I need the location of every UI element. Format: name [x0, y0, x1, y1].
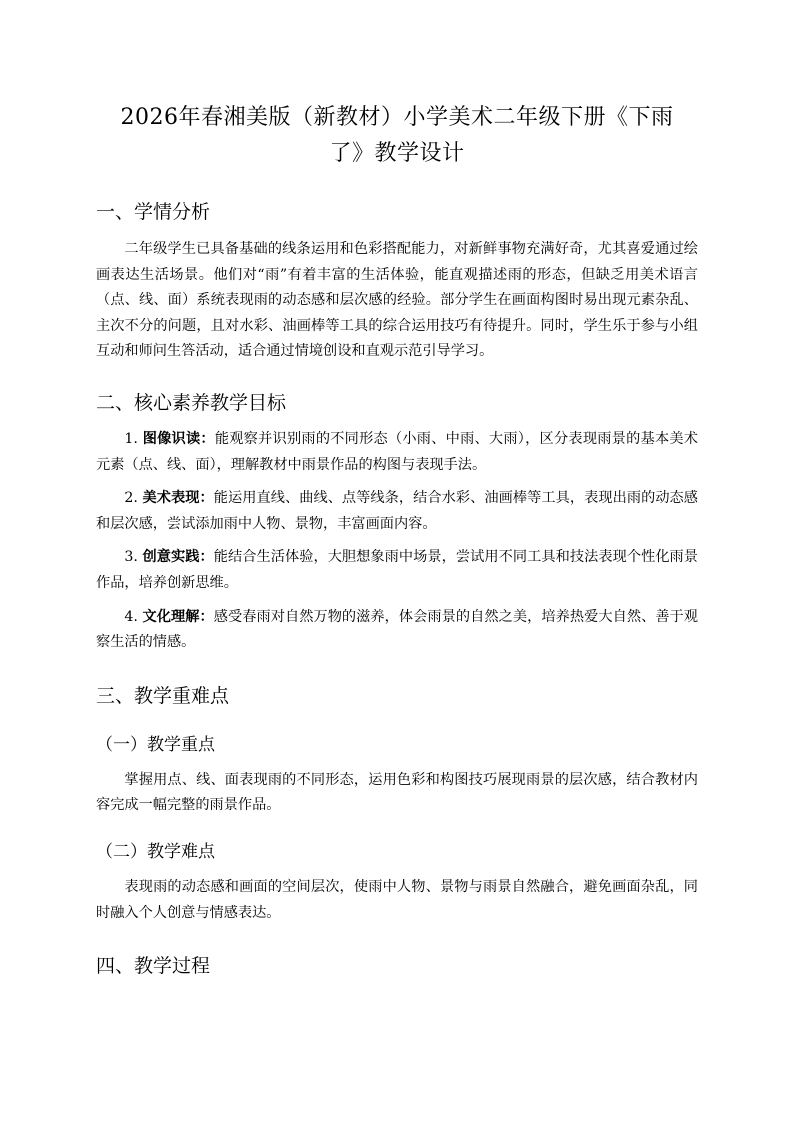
document-content: [96, 100, 698, 980]
objective-number: 2.: [124, 490, 143, 507]
objective-lead: 图像识读：: [142, 430, 215, 447]
section-heading-objectives: 二、核心素养教学目标: [96, 391, 287, 414]
objective-item-1: [96, 427, 698, 478]
title-line-1: 2026年春湘美版（新教材）小学美术二年级下册《下雨: [120, 105, 674, 130]
objective-number: 1.: [124, 430, 143, 447]
section-heading-key-points: 三、教学重难点: [96, 684, 230, 707]
objective-item-4: [96, 605, 698, 656]
objective-lead: 美术表现：: [142, 490, 214, 507]
subsection-heading-focus: （一）教学重点: [96, 734, 215, 755]
objective-text: 感受春雨对自然万物的滋养，体会雨景的自然之美，培养热爱大自然、善于观察生活的情感。: [96, 608, 698, 651]
objective-text: 能结合生活体验，大胆想象雨中场景，尝试用不同工具和技法表现个性化雨景作品，培养创新思维。: [96, 549, 698, 591]
objective-number: 4.: [124, 608, 143, 625]
objective-text: 能运用直线、曲线、点等线条，结合水彩、油画棒等工具，表现出雨的动态感和层次感，尝试添加雨中人物、景物，丰富画面内容。: [96, 490, 698, 532]
objective-text: 能观察并识别雨的不同形态（小雨、中雨、大雨），区分表现雨景的基本美术元素（点、线、面），理解教材中雨景作品的构图与表现手法。: [96, 430, 698, 473]
objective-lead: 创意实践：: [142, 549, 214, 566]
objective-lead: 文化理解：: [142, 608, 214, 625]
focus-paragraph: 掌握用点、线、面表现雨的不同形态，运用色彩和构图技巧展现雨景的层次感，结合教材内容完成一幅完整的雨景作品。: [96, 771, 698, 814]
objective-number: 3.: [124, 549, 143, 566]
difficulty-paragraph: 表现雨的动态感和画面的空间层次，使雨中人物、景物与雨景自然融合，避免画面杂乱，同时融入个人创意与情感表达。: [96, 878, 698, 921]
subsection-heading-difficulty: （二）教学难点: [96, 841, 215, 862]
section-heading-analysis: 一、学情分析: [96, 201, 211, 223]
objective-item-2: [96, 486, 698, 537]
section-heading-process: 四、教学过程: [96, 955, 211, 978]
document-title: [96, 100, 698, 172]
analysis-paragraph: 二年级学生已具备基础的线条运用和色彩搭配能力，对新鲜事物充满好奇，尤其喜爱通过绘画表达生活场景。他们对“雨”有着丰富的生活体验，能直观描述雨的形态，但缺乏用美术语言（点、线、面）系统表现雨的动态感和层次感的经验。部分学生在画面构图时易出现元素杂乱、主次不分的问题，且对水彩、油画棒等工具的综合运用技巧有待提升。同时，学生乐于参与小组互动和师问生答活动，适合通过情境创设和直观示范引导学习。: [96, 241, 698, 360]
objective-item-3: [96, 545, 698, 596]
title-line-2: 了》教学设计: [329, 141, 465, 166]
